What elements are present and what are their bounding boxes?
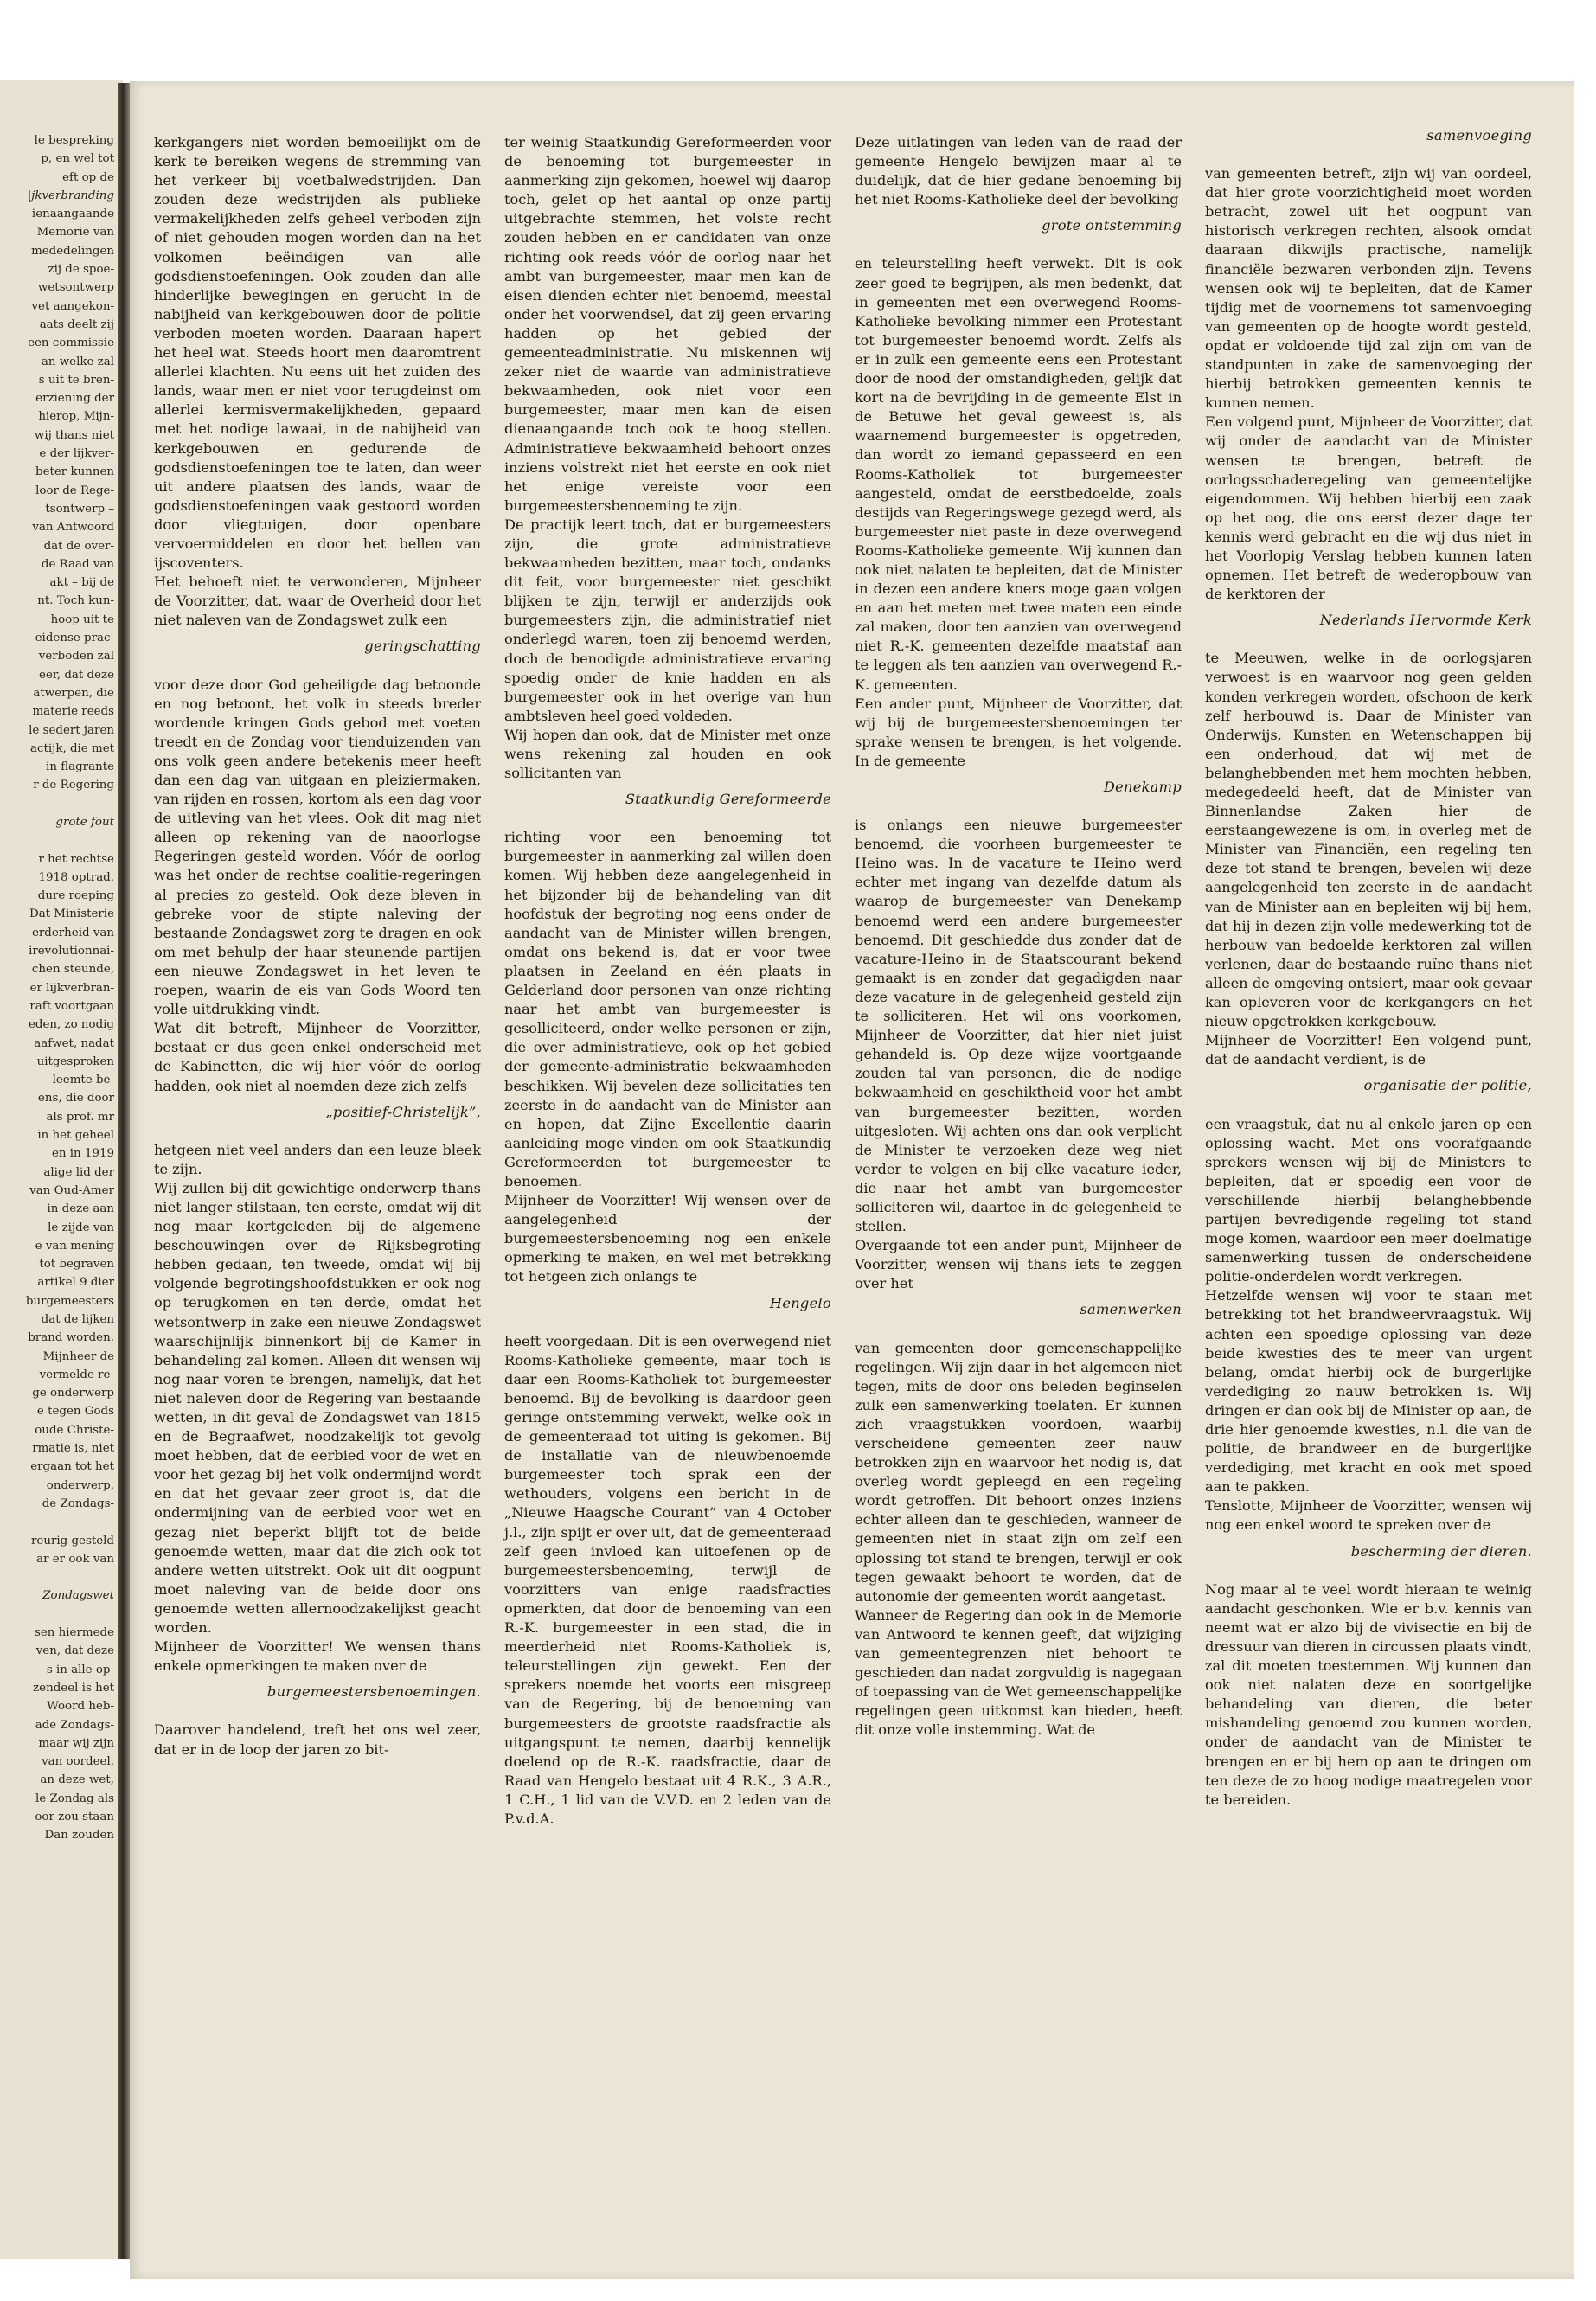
- previous-page-line: leemte be-: [52, 1074, 114, 1087]
- previous-page-line: reurig gesteld: [31, 1534, 114, 1548]
- previous-page-line: [5, 831, 114, 849]
- paragraph: Wat dit betreft, Mijnheer de Voorzitter, bestaat er dus geen enkel onderscheid met de Kabinetten, die wij hier vóór de oorlog hadden, ook niet al noemden deze zich zelfs: [154, 1020, 481, 1094]
- previous-page-line: eer, dat deze: [39, 668, 114, 682]
- column-2: [504, 133, 831, 1829]
- previous-page-line: ade Zondags-: [35, 1718, 114, 1732]
- newspaper-page: [130, 81, 1574, 2279]
- previous-page-line: ens, die door: [37, 1092, 114, 1106]
- previous-page-line: e der lijkver-: [39, 447, 114, 461]
- paragraph: richting voor een benoeming tot burgemeester in aanmerking zal willen doen komen. Wij hebben deze aangelegenheid in het bijzonder bij de behandeling van dit hoofdstuk der begroting nog eens onder de aandacht van de Minister willen brengen, omdat ons bekend is, dat er voor twee plaatsen in Zeeland en één plaats in Gelderland door personen van onze richting naar het ambt van burgemeester is gesolliciteerd, onder welke personen er zijn, die over administratieve, ook op het gebied der gemeente-administratie bekwaamheden beschikken. Wij bevelen deze sollicitaties ten zeerste in de aandacht van de Minister aan en hopen, dat Zijne Excellentie daarin aanleiding moge vinden om ook Staatkundig Gereformeerden tot burgemeester te benoemen.: [504, 829, 831, 1189]
- previous-page-line: e tegen Gods: [36, 1405, 114, 1419]
- section-heading: Denekamp: [1103, 779, 1182, 795]
- paragraph: Een volgend punt, Mijnheer de Voorzitter, dat wij onder de aandacht van de Minister wensen te brengen, betreft de oorlogsschaderegeling van gemeentelijke eigendommen. Wij hebben hierbij een zaak op het oog, die ons eerst dezer dage ter kennis werd gebracht en die wij dus niet in het Voorlopig Verslag hebben kunnen laten opnemen. Het betreft de wederopbouw van de kerktoren der: [1205, 413, 1532, 603]
- paragraph: ter weinig Staatkundig Gereformeerden voor de benoeming tot burgemeester in aanmerking zijn gekomen, hoewel wij daarop toch, gelet op het aantal op onze partij uitgebrachte stemmen, het volste recht zouden hebben en er candidaten van onze richting ook reeds vóór de oorlog naar het ambt van burgemeester, maar men kan de eisen dienden echter niet benoemd, meestal onder het voorwendsel, dat zij geen ervaring hadden op het gebied der gemeenteadministratie. Nu miskennen wij zeker niet de waarde van administratieve bekwaamheden, ook niet voor een burgemeester, maar men kan de eisen dienaangaande toch ook te hoog stellen. Administratieve bekwaamheid behoort onzes inziens volstrekt niet het eerste en ook niet het enige vereiste voor een burgemeestersbenoeming te zijn.: [504, 134, 831, 514]
- paragraph: te Meeuwen, welke in de oorlogsjaren verwoest is en waarvoor nog geen gelden konden verkregen worden, ofschoon de kerk zelf herbouwd is. Daar de Minister van Onderwijs, Kunsten en Wetenschappen bij een onderhoud, dat wij met de belanghebbenden met hem mochten hebben, medegedeeld heeft, dat de Minister van Binnenlandse Zaken hier de eerstaangewezene is om, in overleg met de Minister van Financiën, een regeling ten deze tot stand te brengen, bevelen wij deze aangelegenheid ten zeerste in de aandacht van de Minister aan en bepleiten wij bij hem, dat hij in dezen zijn volle medewerking tot de herbouw van bedoelde kerktoren zal willen verlenen, daar de bestaande ruïne thans niet alleen de omgeving ontsiert, maar ook gevaar kan opleveren voor de kerkgangers en het nieuw opgetrokken kerkgebouw.: [1205, 650, 1532, 1030]
- previous-page-line: ergaan tot het: [30, 1460, 114, 1474]
- previous-page-line: brand worden.: [28, 1331, 114, 1345]
- paragraph: Wanneer de Regering dan ook in de Memorie van Antwoord te kennen geeft, dat wijziging van gemeentegrenzen niet behoort te geschieden dan nadat zorgvuldig is nagegaan of toepassing van de Wet gemeenschappelijke regelingen geen uitkomst kan bieden, heeft dit onze volle instemming. Wat de: [855, 1606, 1182, 1739]
- column-4: [1205, 119, 1532, 1810]
- paragraph: Hetzelfde wensen wij voor te staan met betrekking tot het brandweervraagstuk. Wij achten een spoedige oplossing van deze beide kwesties des te meer van urgent belang, omdat hierbij ook de burgerlijke verdediging zo nauw betrokken is. Wij dringen er dan ook bij de Minister op aan, de drie hier genoemde kwesties, n.l. die van de politie, de brandweer en de burgerlijke verdediging, met kracht en ook met spoed aan te pakken.: [1205, 1287, 1532, 1496]
- paragraph: Het behoeft niet te verwonderen, Mijnheer de Voorzitter, dat, waar de Overheid door het niet naleven van de Zondagswet zulk een: [154, 574, 481, 629]
- previous-page-line: ar er ook van: [36, 1552, 114, 1566]
- paragraph: Mijnheer de Voorzitter! Wij wensen over de aangelegenheid der burgemeestersbenoeming nog een enkele opmerking te maken, en wel met betrekking tot hetgeen zich onlangs te: [504, 1192, 831, 1285]
- previous-page-line: le sedert jaren: [29, 723, 114, 737]
- previous-page-line: wetsontwerp: [37, 281, 114, 295]
- section-heading: geringschatting: [364, 638, 481, 655]
- previous-page-line: ven, dat deze: [35, 1644, 114, 1658]
- section-heading: samenvoeging: [1426, 127, 1532, 144]
- section-heading: Hengelo: [769, 1294, 831, 1311]
- previous-page-line: uitgesproken: [36, 1054, 114, 1068]
- previous-page-line: rmatie is, niet: [32, 1442, 114, 1456]
- previous-page-line: in het geheel: [37, 1129, 114, 1143]
- previous-page-line: aafwet, nadat: [34, 1036, 114, 1050]
- previous-page-line: oude Christe-: [35, 1423, 114, 1437]
- previous-page-line: s in alle op-: [46, 1663, 114, 1676]
- previous-page-line: hoop uit te: [50, 612, 114, 626]
- previous-page-line: an welke zal: [41, 355, 114, 369]
- previous-page-line: actijk, die met: [30, 741, 114, 755]
- previous-page-line: chen steunde,: [31, 963, 114, 977]
- paragraph: hetgeen niet veel anders dan een leuze bleek te zijn.: [154, 1141, 481, 1177]
- previous-page-line: zendeel is het: [33, 1681, 114, 1695]
- previous-page-line: akt – bij de: [49, 576, 114, 590]
- previous-page-line: tsontwerp –: [45, 502, 114, 516]
- section-heading: Nederlands Hervormde Kerk: [1319, 612, 1532, 629]
- paragraph: Daarover handelend, treft het ons wel zeer, dat er in de loop der jaren zo bit-: [154, 1721, 481, 1758]
- paragraph: is onlangs een nieuwe burgemeester benoemd, die voorheen burgemeester te Heino was. In de vacature te Heino werd echter met ingang van dezelfde datum als waarop de burgemeester van Denekamp benoemd werd een andere burgemeester benoemd. Dit geschiedde dus zonder dat de vacature-Heino in de Staatscourant bekend gemaakt is en zonder dat gegadigden naar deze vacature in de gelegenheid gesteld zijn te solliciteren. Het wil ons voorkomen, Mijnheer de Voorzitter, dat hier niet juist gehandeld is. Op deze wijze voortgaande zouden tal van personen, die de nodige bekwaamheid en geschiktheid voor het ambt van burgemeester bezitten, worden uitgesloten. Wij achten ons dan ook verplicht de Minister te verzoeken deze weg niet verder te volgen en bij elke vacature ieder, die naar het ambt van burgemeester solliciteren wil, daartoe in de gelegenheid te stellen.: [855, 817, 1182, 1235]
- previous-page-line: Zondagswet: [42, 1589, 114, 1603]
- paragraph: van gemeenten door gemeenschappelijke regelingen. Wij zijn daar in het algemeen niet tegen, mits de door ons beleden beginselen zulk een samenwerking toelaten. Er kunnen zich vraagstukken voordoen, waarbij verscheidene gemeenten zeer nauw betrokken zijn en waarvoor het nodig is, dat overleg wordt gepleegd en een regeling wordt getroffen. Dit behoort onzes inziens echter alleen dan te geschieden, wanneer de gemeenten niet in staat zijn om zelf een oplossing tot stand te brengen, terwijl er ook tegen gewaakt behoort te worden, dat de autonomie der gemeenten wordt aangetast.: [855, 1339, 1182, 1605]
- paragraph: Een ander punt, Mijnheer de Voorzitter, dat wij bij de burgemeestersbenoemingen ter sprake wensen te brengen, is het volgende. In de gemeente: [855, 695, 1182, 769]
- section-heading: grote ontstemming: [1042, 217, 1182, 234]
- previous-page-line: alige lid der: [43, 1165, 114, 1179]
- section-heading: burgemeestersbenoemingen.: [266, 1683, 481, 1701]
- previous-page-line: er lijkverbran-: [29, 981, 114, 995]
- previous-page-line: eidense prac-: [35, 631, 114, 645]
- previous-page-line: mededelingen: [31, 244, 114, 258]
- previous-page-line: Woord heb-: [47, 1700, 114, 1714]
- previous-page-line: irevolutionnai-: [29, 945, 114, 958]
- previous-page-line: s uit te bren-: [38, 373, 114, 387]
- section-heading: bescherming der dieren.: [1350, 1542, 1532, 1560]
- previous-page-line: grote fout: [55, 815, 114, 829]
- paragraph: Mijnheer de Voorzitter! We wensen thans enkele opmerkingen te maken over de: [154, 1638, 481, 1675]
- previous-page-line: an deze wet,: [40, 1773, 114, 1787]
- previous-page-line: als prof. mr: [46, 1110, 114, 1124]
- previous-page-line: eden, zo nodig: [28, 1018, 114, 1032]
- previous-page-line: vet aangekon-: [31, 299, 114, 313]
- previous-page-line: beter kunnen: [35, 465, 114, 479]
- previous-page-line: erderheid van: [31, 926, 114, 939]
- previous-page-line: le bespreking: [34, 134, 114, 147]
- previous-page-line: artikel 9 dier: [37, 1276, 114, 1290]
- previous-page-line: materie reeds: [32, 705, 114, 719]
- paragraph: Wij zullen bij dit gewichtige onderwerp thans niet langer stilstaan, ten eerste, omdat wij dit nog maar kortgeleden bij de algemene beschouwingen over de Rijksbegroting hebben gedaan, ten tweede, omdat wij bij volgende begrotingshoofdstukken er ook nog op terugkomen en ten derde, omdat het wetsontwerp in zake een nieuwe Zondagswet waarschijnlijk binnenkort bij de Kamer in behandeling zal komen. Alleen dit wensen wij nog naar voren te brengen, namelijk, dat het niet naleven door de Regering van bestaande wetten, in dit geval de Zondagswet van 1815 en de Begraafwet, noodzakelijk tot gevolg moet hebben, dat de eerbied voor de wet en voor het gezag bij het volk ondermijnd wordt en dat het gevaar zeer groot is, dat die ondermijning van de eerbied voor wet en gezag niet beperkt blijft tot de beide genoemde wetten, maar dat die zich ook tot andere wetten uitstrekt. Ook uit dit oogpunt moet naleving van de beide door ons genoemde wetten allernoodzakelijkst geacht worden.: [154, 1179, 481, 1637]
- previous-page-line: de Raad van: [41, 557, 114, 571]
- previous-page-line: zij de spoe-: [48, 263, 114, 277]
- previous-page-line: tot begraven: [39, 1258, 114, 1272]
- previous-page-line: van oordeel,: [42, 1755, 114, 1769]
- previous-page-line: Mijnheer de: [42, 1349, 114, 1363]
- previous-page-line: burgemeesters: [25, 1294, 114, 1308]
- column-1: [154, 133, 481, 1759]
- previous-page-line: erziening der: [35, 392, 114, 406]
- previous-page-line: Dat Ministerie: [29, 907, 114, 921]
- previous-page-line: en in 1919: [51, 1147, 114, 1161]
- paragraph: Deze uitlatingen van leden van de raad der gemeente Hengelo bewijzen maar al te duidelijk, dat de hier gedane benoeming bij het niet Rooms-Katholieke deel der bevolking: [855, 134, 1182, 208]
- section-heading: „positief-Christelijk”,: [325, 1103, 481, 1120]
- previous-page-line: ienaangaande: [31, 208, 114, 221]
- previous-page-line: dat de lijken: [41, 1313, 114, 1326]
- previous-page-line: [5, 1568, 114, 1586]
- previous-page-line: [5, 1513, 114, 1531]
- previous-page-line: le Zondag als: [35, 1791, 114, 1805]
- paragraph: Overgaande tot een ander punt, Mijnheer de Voorzitter, wensen wij thans iets te zeggen over het: [855, 1237, 1182, 1292]
- previous-page-line: [5, 1606, 114, 1624]
- paragraph: De practijk leert toch, dat er burgemeesters zijn, die grote administratieve bekwaamheden bezitten, maar toch, ondanks dit feit, voor burgemeester niet geschikt blijken te zijn, terwijl er anderzijds ook burgemeesters zijn, die administratief niet onderlegd waren, toen zij benoemd werden, doch de benodigde administratieve ervaring spoedig onder de knie hadden en als burgemeester ook in het overige van hun ambtsleven heel goed voldeden.: [504, 516, 831, 724]
- previous-page-line: |jkverbranding: [27, 189, 114, 202]
- previous-page-line: verboden zal: [38, 650, 114, 663]
- paragraph: en teleurstelling heeft verwekt. Dit is ook zeer goed te begrijpen, als men bedenkt, dat in gemeenten met een overwegend Rooms-Katholieke bevolking nimmer een Protestant tot burgemeester benoemd wordt. Zelfs als er in zulk een gemeente eens een Protestant door de nood der omstandigheden, gelijk dat kort na de bevrijding in de gemeente Elst in de Betuwe het geval geweest is, als waarnemend burgemeester is opgetreden, dan wordt zo iemand gepasseerd en een Rooms-Katholiek tot burgemeester aangesteld, omdat de eerstbedoelde, zoals destijds van Regeringswege gezegd werd, als burgemeester niet paste in deze overwegend Rooms-Katholieke gemeente. Wij kunnen dan ook niet nalaten te bepleiten, dat de Minister in dezen een andere koers moge gaan volgen en aan het meten met twee maten een einde zal maken, door ten aanzien van overwegend niet R.-K. gemeenten dezelfde maatstaf aan te leggen als ten aanzien van overwegend R.-K. gemeenten.: [855, 255, 1182, 693]
- previous-page-line: eft op de: [62, 170, 114, 184]
- binding-gutter: [118, 83, 130, 2259]
- previous-page-line: e van mening: [35, 1239, 114, 1253]
- previous-page-line: loor de Rege-: [35, 484, 114, 497]
- previous-page-line: 1918 optrad.: [38, 870, 114, 884]
- previous-page-line: Memorie van: [36, 226, 114, 240]
- previous-page-line: onderwerp,: [46, 1478, 114, 1492]
- previous-page-line: le zijde van: [48, 1221, 114, 1234]
- previous-page-line: sen hiermede: [34, 1626, 114, 1640]
- previous-page-line: dat de over-: [43, 539, 114, 553]
- previous-page-line: ge onderwerp: [32, 1387, 114, 1400]
- previous-page-line: dure roeping: [37, 889, 114, 903]
- paragraph: van gemeenten betreft, zijn wij van oordeel, dat hier grote voorzichtigheid moet worden betracht, zowel uit het oogpunt van historisch verkregen rechten, alsook omdat daaraan dikwijls practische, namelijk financiële bezwaren verbonden zijn. Tevens wensen ook wij te bepleiten, dat de Kamer tijdig met de voornemens tot samenvoeging van gemeenten op de hoogte wordt gesteld, opdat er voldoende tijd zal zijn om van de standpunten in zake de samenvoeging der hierbij betrokken gemeenten kennis te kunnen nemen.: [1205, 165, 1532, 412]
- previous-page-line: in deze aan: [47, 1202, 114, 1216]
- previous-page-line: maar wij zijn: [38, 1736, 114, 1750]
- previous-page-line: nt. Toch kun-: [37, 594, 114, 608]
- column-3: [855, 133, 1182, 1740]
- previous-page-line: van Oud-Amer: [29, 1183, 114, 1197]
- previous-page-line: p, en wel tot: [41, 152, 114, 166]
- previous-page-line: van Antwoord: [32, 521, 114, 535]
- previous-page-line: wij thans niet: [34, 428, 114, 442]
- previous-page-line: de Zondags-: [42, 1497, 114, 1510]
- paragraph: voor deze door God geheiligde dag betoonde en nog betoont, het volk in steeds breder wordende kringen Gods gebod met voeten treedt en de Zondag voor tienduizenden van ons volk geen andere betekenis meer heeft dan een dag van uitgaan en pleiziermaken, van rijden en rossen, kortom als een dag voor de uitleving van het vlees. Ook dit mag niet alleen op rekening van de naoorlogse Regeringen gesteld worden. Vóór de oorlog was het onder de rechtse coalitie-regeringen al precies zo gesteld. Ook deze bleven in gebreke voor de stipte naleving der bestaande Zondagswet zorg te dragen en ook om met behulp der haar steunende partijen een nieuwe Zondagswet in het leven te roepen, waarin de eis van Gods Woord ten volle uitdrukking vindt.: [154, 676, 481, 1018]
- previous-page-line: vermelde re-: [39, 1368, 114, 1381]
- previous-page-line: atwerpen, die: [33, 686, 114, 700]
- paragraph: kerkgangers niet worden bemoeilijkt om de kerk te bereiken wegens de stremming van het verkeer bij voetbalwedstrijden. Dan zouden deze wedstrijden als publieke vermakelijkheden zelfs geheel verboden zijn of niet gehouden mogen worden dan na het volkomen beëindigen van alle godsdienstoefeningen. Ook zouden dan alle hinderlijke bewegingen en gerucht in de nabijheid van kerkgebouwen door de politie verboden moeten worden. Daaraan hapert het heel wat. Steeds hoort men daaromtrent allerlei klachten. Nu eens uit het zuiden des lands, waar men er niet voor terugdeinst om allerlei kermisvermakelijkheden, gepaard met het nodige lawaai, in de nabijheid van kerkgebouwen en gedurende de godsdienstoefeningen toe te laten, dan weer uit andere plaatsen des lands, waar de godsdienstoefeningen vaak gestoord worden door vliegtuigen, door openbare vervoermiddelen en door het bellen van ijscoventers.: [154, 134, 481, 572]
- paragraph: Mijnheer de Voorzitter! Een volgend punt, dat de aandacht verdient, is de: [1205, 1032, 1532, 1068]
- previous-page-strip: [0, 80, 123, 2259]
- previous-page-line: raft voortgaan: [29, 999, 114, 1013]
- previous-page-line: r het rechtse: [38, 852, 114, 866]
- previous-page-text: [5, 131, 114, 1845]
- paragraph: Wij hopen dan ook, dat de Minister met onze wens rekening zal houden en ook sollicitanten van: [504, 726, 831, 782]
- previous-page-line: Dan zouden: [44, 1829, 114, 1843]
- paragraph: een vraagstuk, dat nu al enkele jaren op een oplossing wacht. Met ons voorafgaande sprekers wensen wij bij de Ministers te bepleiten, dat er spoedig een voor de verschillende hierbij belanghebbende partijen bevredigende regeling tot stand moge komen, waardoor een meer doelmatige samenwerking tussen de onderscheidene politie-onderdelen wordt verkregen.: [1205, 1115, 1532, 1285]
- previous-page-line: hierop, Mijn-: [38, 410, 114, 424]
- previous-page-line: [5, 795, 114, 813]
- previous-page-line: in flagrante: [46, 760, 114, 774]
- previous-page-line: oor zou staan: [35, 1811, 114, 1824]
- section-heading: Staatkundig Gereformeerde: [625, 791, 831, 808]
- previous-page-line: r de Regering: [33, 779, 114, 792]
- paragraph: Nog maar al te veel wordt hieraan te weinig aandacht geschonken. Wie er b.v. kennis van neemt wat er alzo bij de vivisectie en bij de dressuur van dieren in circussen plaats vindt, zal dit moeten toestemmen. Wij kunnen dan ook niet nalaten deze en soortgelijke behandeling van dieren, die beter mishandeling genoemd zou kunnen worden, onder de aandacht van de Minister te brengen en er bij hem op aan te dringen om ten deze de zo hoog nodige maatregelen voor te bereiden.: [1205, 1580, 1532, 1808]
- previous-page-line: aats deelt zij: [39, 317, 114, 331]
- section-heading: organisatie der politie,: [1363, 1077, 1532, 1094]
- paragraph: heeft voorgedaan. Dit is een overwegend niet Rooms-Katholieke gemeente, maar toch is daar een Rooms-Katholiek tot burgemeester benoemd. Bij de bevolking is daardoor geen geringe ontstemming verwekt, welke ook in de gemeenteraad tot uiting is gekomen. Bij de installatie van de nieuwbenoemde burgemeester toch sprak een der wethouders, volgens een bericht in de „Nieuwe Haagsche Courant” van 4 October j.l., zijn spijt er over uit, dat de gemeenteraad zelf geen invloed kan uitoefenen op de burgemeestersbenoeming, terwijl de voorzitters van enige raadsfracties opmerkten, dat door de benoeming van een R.-K. burgemeester in een stad, die in meerderheid niet Rooms-Katholiek is, teleurstellingen zijn gewekt. Een der sprekers noemde het voorts een misgreep van de Regering, bij de benoeming van burgemeesters de grootste raadsfractie als uitgangspunt te nemen, daarbij kennelijk doelend op de R.-K. raadsfractie, daar de Raad van Hengelo bestaat uit 4 R.K., 3 A.R., 1 C.H., 1 lid van de V.V.D. en 2 leden van de P.v.d.A.: [504, 1332, 831, 1827]
- section-heading: samenwerken: [1080, 1301, 1182, 1318]
- previous-page-line: een commissie: [28, 336, 114, 350]
- paragraph: Tenslotte, Mijnheer de Voorzitter, wensen wij nog een enkel woord te spreken over de: [1205, 1497, 1532, 1534]
